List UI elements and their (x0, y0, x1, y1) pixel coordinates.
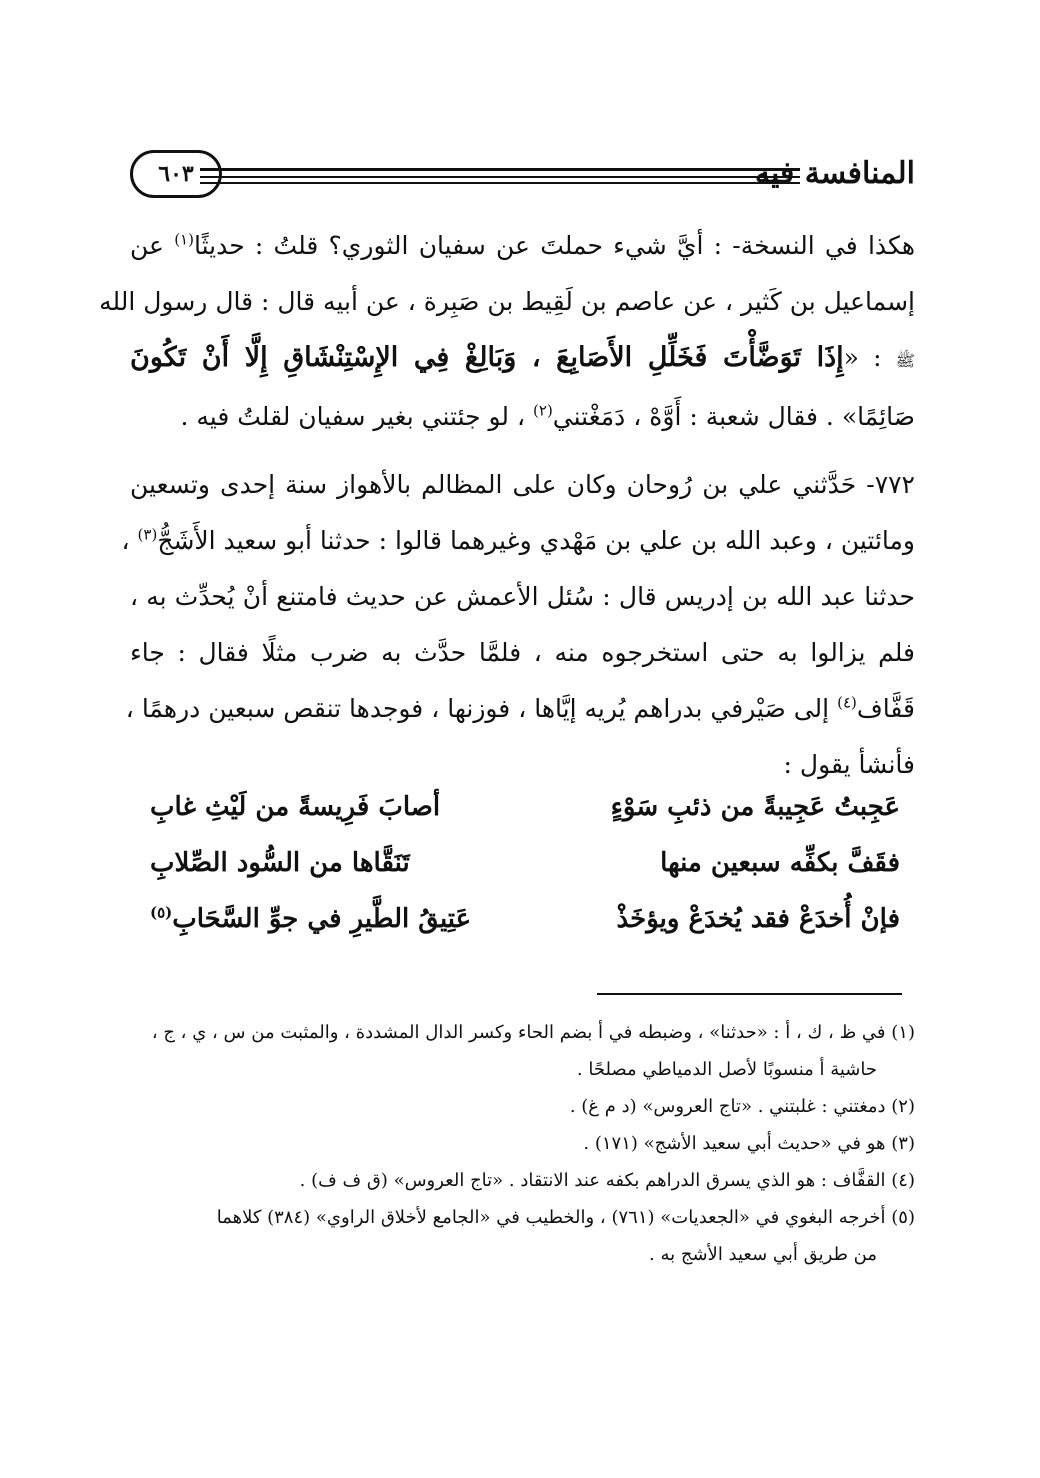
footnote-text: (٤) القفَّاف : هو الذي يسرق الدراهم بكفه عند الانتقاد . «تاج العروس» (ق ف ف) . (299, 1170, 915, 1191)
footnote (130, 1088, 915, 1125)
verse-second-hemistich: تَنَقَّاها من السُّود الصِّلابِ (150, 848, 410, 878)
poem-verse (150, 848, 900, 904)
text-line (130, 330, 915, 389)
footnote-text: (٢) دمغتني : غلبتني . «تاج العروس» (د م غ) . (569, 1096, 915, 1117)
text-line: فأنشأ يقول : (783, 750, 915, 779)
verse-first-hemistich: فإنْ أُخدَعْ فقد يُخدَعْ ويؤخَذْ (616, 904, 900, 934)
text-segment: قَفَّاف (856, 694, 915, 723)
footnote (130, 1125, 915, 1162)
footnote-text: (٥) أخرجه البغوي في «الجعديات» (٧٦١) ، والخطيب في «الجامع لأخلاق الراوي» (٣٨٤) كلاهما (216, 1207, 915, 1228)
text-line (130, 389, 915, 445)
paragraph-2 (121, 457, 915, 793)
text-segment: هكذا في النسخة- : أيَّ شيء حملتَ عن سفيان الثوري؟ قلتُ : حديثًا (193, 231, 916, 260)
footnote-text: (٣) هو في «حديث أبي سعيد الأشج» (١٧١) . (583, 1133, 915, 1154)
footnote (130, 1014, 915, 1088)
hadith-text: إِذَا تَوَضَّأْتَ فَخَلِّلِ الأَصَابِعَ ، وَبَالِغْ فِي الإِسْتِنْشَاقِ إِلَّا أَنْ تَكُونَ (130, 342, 844, 373)
text-line: فلم يزالوا به حتى استخرجوه منه ، فلمَّا حدَّث به ضرب مثلًا فقال : جاء (130, 638, 915, 667)
page-number: ٦٠٣ (130, 150, 222, 198)
text-line (130, 218, 915, 274)
text-line: ٧٧٢- حَدَّثني علي بن رُوحان وكان على المظالم بالأهواز سنة إحدى وتسعين (130, 470, 915, 499)
text-segment: عَتِيقُ الطَّيرِ في جوِّ السَّحَابِ (172, 904, 472, 934)
text-segment: ، لو جئتني بغير سفيان لقلتُ فيه . (180, 402, 534, 431)
verse-first-hemistich: عَجِبتُ عَجِيبةً من ذئبِ سَوْءٍ (610, 792, 900, 822)
header-rule (200, 182, 800, 184)
paragraph-1 (99, 218, 916, 445)
footnote-separator (597, 993, 902, 995)
footnote-ref: (٢) (533, 401, 553, 420)
text-segment: ، (121, 526, 138, 555)
verse-first-hemistich: فقَفَّ بكفِّه سبعين منها (660, 848, 900, 878)
poem (150, 792, 900, 960)
text-segment: عن (130, 231, 164, 260)
footnote-ref: (١) (174, 230, 194, 249)
footnote-ref: (٤) (837, 693, 857, 712)
text-line (125, 681, 915, 737)
text-segment: : « (843, 343, 896, 372)
footnote-continuation: من طريق أبي سعيد الأشج به . (649, 1244, 877, 1265)
poem-verse (150, 792, 900, 848)
verse-second-hemistich: أصابَ فَرِيسةً من لَيْثِ غابِ (150, 792, 441, 822)
footnote (130, 1162, 915, 1199)
text-line: إسماعيل بن كَثير ، عن عاصم بن لَقِيط بن صَبِرة ، عن أبيه قال : قال رسول الله (99, 287, 915, 316)
header-rule (200, 168, 800, 171)
text-line (121, 513, 915, 569)
footnote (130, 1199, 915, 1273)
footnote-ref: (٥) (150, 903, 173, 922)
footnote-text: (١) في ظ ، ك ، أ : «حدثنا» ، وضبطه في أ بضم الحاء وكسر الدال المشددة ، والمثبت من س ، ي ، ج ، (151, 1022, 915, 1043)
text-segment: إلى صَيْرفي بدراهم يُريه إيَّاها ، فوزنها ، فوجدها تنقص سبعين درهمًا ، (125, 694, 838, 723)
page-header (130, 150, 915, 210)
text-segment: صَائِمًا» . فقال شعبة : أَوَّهْ ، دَمَغْتني (552, 402, 915, 431)
pbuh-glyph: ﷺ (895, 351, 915, 370)
text-segment: ومائتين ، وعبد الله بن علي بن مَهْدي وغيرهما قالوا : حدثنا أبو سعيد الأَشَجُّ (157, 526, 915, 555)
poem-verse (150, 904, 900, 960)
chapter-title: المنافسة فيه (754, 156, 915, 191)
footnote-continuation: حاشية أ منسوبًا لأصل الدمياطي مصلحًا . (576, 1059, 877, 1080)
footnote-ref: (٣) (137, 525, 158, 544)
header-rule (200, 176, 800, 178)
footnotes (130, 1014, 915, 1273)
verse-second-hemistich (150, 904, 471, 934)
text-line: حدثنا عبد الله بن إدريس قال : سُئل الأعمش عن حديث فامتنع أنْ يُحدِّث به ، (130, 582, 915, 611)
